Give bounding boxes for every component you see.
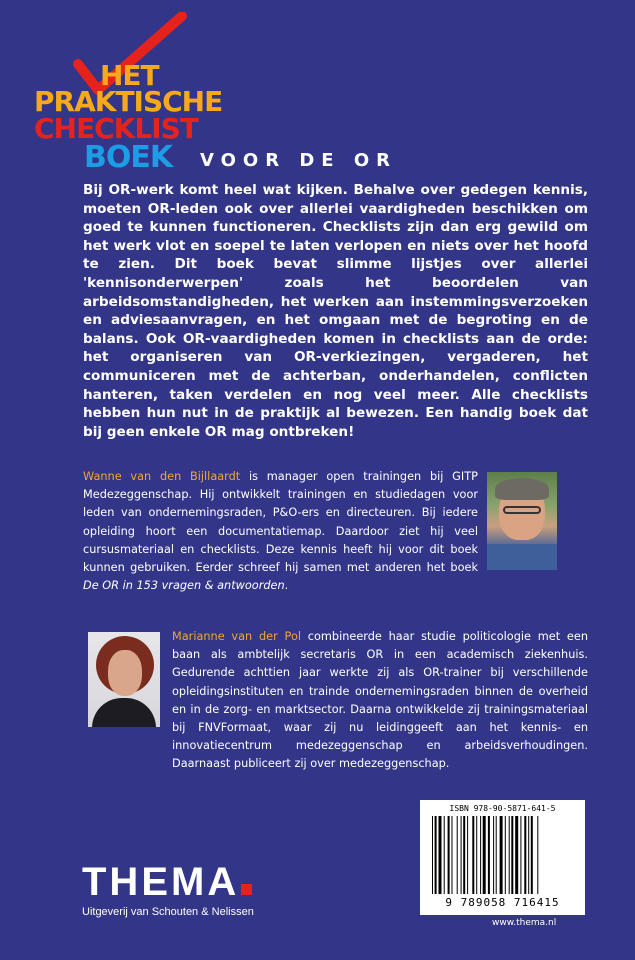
barcode-bar	[472, 816, 474, 894]
publisher-tagline: Uitgeverij van Schouten & Nelissen	[82, 906, 254, 918]
barcode-bar	[493, 816, 494, 894]
barcode-bar	[509, 816, 510, 894]
barcode-bar	[457, 816, 458, 894]
author-photo-2	[88, 632, 160, 727]
logo-het: HET	[100, 59, 159, 92]
barcode-number: 9 789058 716415	[445, 896, 560, 909]
barcode-bar	[463, 816, 465, 894]
barcode-bar	[483, 816, 486, 894]
author-name-2: Marianne van der Pol	[172, 630, 301, 643]
author-bio-2	[172, 628, 588, 774]
logo-boek: BOEK	[84, 140, 173, 175]
barcode-bar	[496, 816, 497, 894]
barcode-bar	[467, 816, 468, 894]
author-photo-1	[487, 472, 557, 570]
barcode-bar	[528, 816, 529, 894]
barcode-bar	[531, 816, 533, 894]
logo-checklist: CHECKLIST	[34, 112, 198, 145]
logo-voor-de-or: VOOR DE OR	[200, 150, 398, 171]
barcode-bar	[432, 816, 433, 894]
barcode-bar	[537, 816, 538, 894]
author-bio-1	[83, 468, 478, 595]
publisher-website: www.thema.nl	[492, 918, 557, 928]
back-cover-blurb: Bij OR-werk komt heel wat kijken. Behalve over gedegen kennis, moeten OR-leden ook over allerlei vaardigheden beschikken om goed te kunnen functioneren. Checklists zijn dan erg gewild om het werk vlot en soepel te laten verlopen en niets over het hoofd te zien. Dit boek bevat slimme lijstjes over allerlei 'kennisonderwerpen' zoals het beoordelen van arbeidsomstandigheden, het werken aan instemmingsverzoeken en adviesaanvragen, en het omgaan met de begroting en de balans. Ook OR-vaardigheden komen in checklists aan de orde: het organiseren van OR-verkiezingen, vergaderen, het communiceren met de achterban, onderhandelen, conflicten hanteren, taken verdelen en nog veel meer. Alle checklists hebben hun nut in de praktijk al bewezen. Een handig boek dat bij geen enkele OR mag ontbreken!	[83, 182, 588, 440]
author-bio-1-text: is manager open trainingen bij GITP Medezeggenschap. Hij ontwikkelt trainingen en studiedagen voor leden van ondernemingsraden, P&O-ers en directeuren. Bij iedere opleiding hoort een documentatiemap. Daardoor ziet hij veel cursusmateriaal en checklists. Deze kennis heeft hij voor dit boek kunnen gebruiken. Eerder schreef hij samen met anderen het boek	[83, 470, 478, 575]
barcode-bar	[476, 816, 477, 894]
logo-praktische: PRAKTISCHE	[34, 85, 223, 118]
barcode-bar	[524, 816, 526, 894]
barcode-bar	[461, 816, 462, 894]
barcode-bar	[480, 816, 481, 894]
book-title-reference: De OR in 153 vragen & antwoorden	[83, 579, 285, 593]
author-name-1: Wanne van den Bijllaardt	[83, 470, 241, 483]
author-bio-1-end: .	[284, 579, 289, 593]
publisher-name: THEMA	[82, 860, 240, 904]
publisher-logo	[82, 862, 254, 918]
barcode-bar	[488, 816, 490, 894]
publisher-dot-icon	[241, 884, 252, 895]
barcode-bars	[432, 816, 572, 894]
barcode-bar	[515, 816, 518, 894]
isbn-label: ISBN 978-90-5871-641-5	[449, 804, 556, 813]
barcode-bar	[444, 816, 445, 894]
barcode-bar	[505, 816, 506, 894]
barcode-bar	[435, 816, 437, 894]
barcode-bar	[439, 816, 442, 894]
barcode-bar	[452, 816, 453, 894]
barcode-bar	[500, 816, 503, 894]
barcode-bar	[511, 816, 513, 894]
barcode-bar	[448, 816, 450, 894]
barcode	[420, 800, 585, 915]
book-logo	[30, 12, 450, 175]
author-bio-2-text: combineerde haar studie politicologie met een baan als ambtelijk secretaris OR in een academisch ziekenhuis. Gedurende achttien jaar werkte zij als OR-trainer bij verschillende opleidingsinstituten en trainde ondernemingsraden binnen de overheid en in de zorg- en marktsector. Daarna ontwikkelde zij trainingsmateriaal bij FNVFormaat, waar zij nu leidinggeeft aan het kennis- en innovatiecentrum medezeggenschap en arbeidsverhoudingen. Daarnaast publiceert zij over medezeggenschap.	[172, 630, 588, 771]
barcode-bar	[520, 816, 521, 894]
